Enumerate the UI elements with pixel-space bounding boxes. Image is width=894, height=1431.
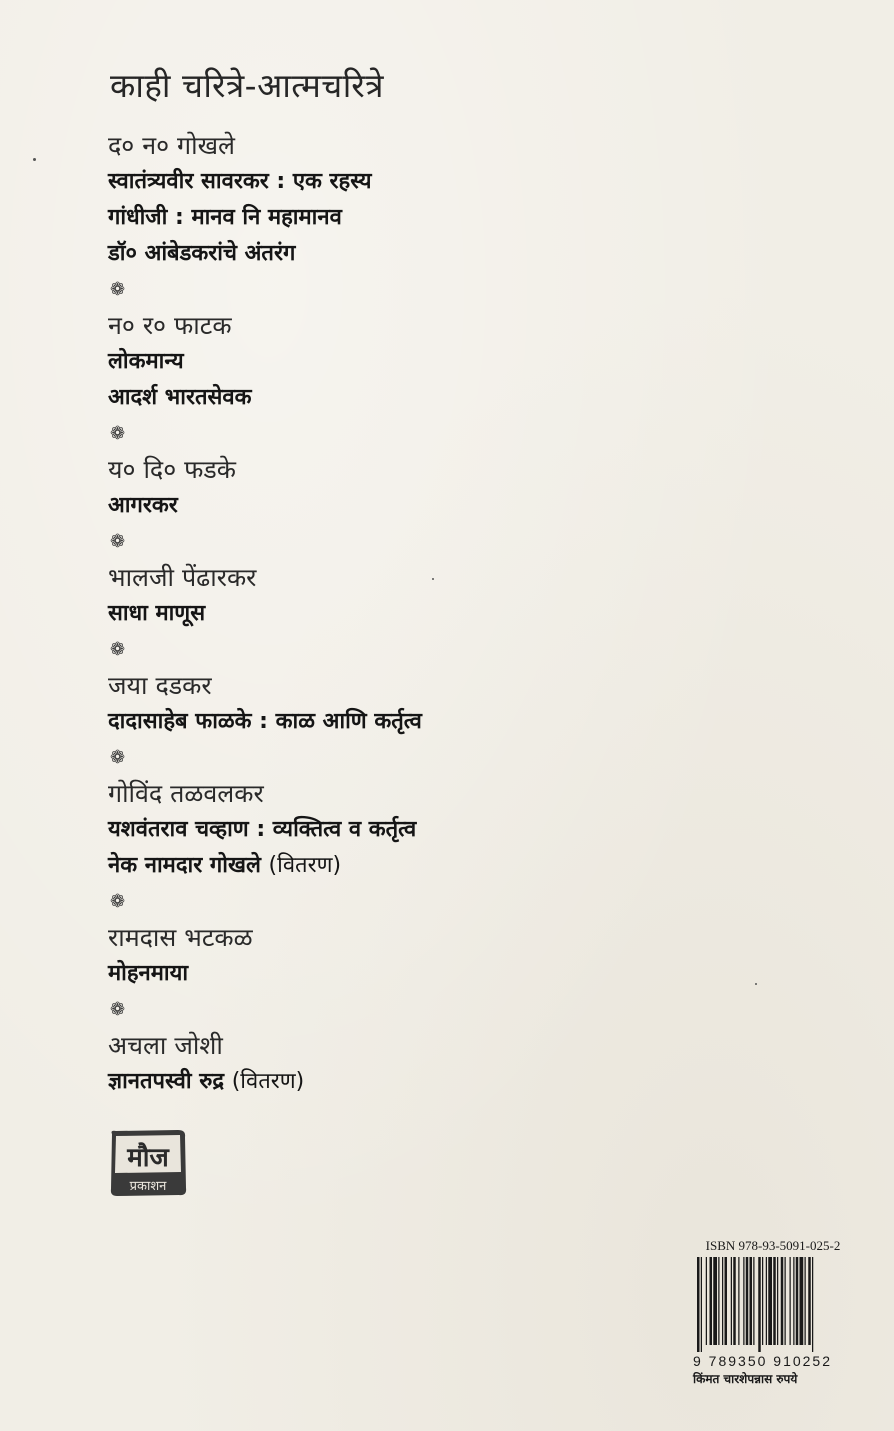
barcode-bar (733, 1257, 736, 1345)
flower-separator-icon: ❁ (110, 531, 126, 552)
author-name: भालजी पेंढारकर (108, 563, 257, 592)
barcode-bar (808, 1257, 811, 1345)
barcode-bar (793, 1257, 794, 1345)
book-title: दादासाहेब फाळके : काळ आणि कर्तृत्व (108, 709, 422, 734)
barcode-bar (753, 1257, 754, 1345)
book-title: आदर्श भारतसेवक (108, 385, 252, 410)
barcode-bar (768, 1257, 772, 1345)
barcode-icon (693, 1257, 853, 1352)
paper-speck (755, 983, 757, 985)
barcode-bar (805, 1257, 806, 1345)
isbn-block (693, 1237, 853, 1388)
barcode-bar (725, 1257, 728, 1345)
book-title: डॉ० आंबेडकरांचे अंतरंग (108, 241, 296, 266)
book-title: गांधीजी : मानव नि महामानव (108, 205, 342, 230)
barcode-bar (706, 1257, 707, 1345)
barcode-bar (750, 1257, 753, 1345)
barcode-bar (718, 1257, 719, 1345)
barcode-bar (812, 1257, 813, 1352)
barcode-bar (796, 1257, 799, 1345)
barcode-bar (722, 1257, 723, 1345)
barcode-bar (746, 1257, 749, 1345)
barcode-bar (777, 1257, 778, 1345)
book-list (108, 128, 828, 1100)
book-title: लोकमान्य (108, 349, 184, 374)
barcode-bar (731, 1257, 732, 1345)
book-title-with-note (108, 848, 828, 884)
barcode-bar (785, 1257, 786, 1345)
series-title: काही चरित्रे-आत्मचरित्रे (110, 66, 385, 105)
flower-separator-icon: ❁ (110, 279, 126, 300)
barcode-bar (800, 1257, 804, 1345)
ean-digits: 9 789350 910252 (693, 1353, 832, 1369)
author-name: अचला जोशी (108, 1031, 223, 1060)
barcode-bar (762, 1257, 763, 1345)
paper-speck (33, 158, 36, 161)
barcode-bar (743, 1257, 744, 1345)
author-name: गोविंद तळवलकर (108, 779, 264, 808)
flower-separator-icon: ❁ (110, 891, 126, 912)
book-title-text: नेक नामदार गोखले (108, 853, 261, 878)
book-title-text: ज्ञानतपस्वी रुद्र (108, 1069, 225, 1094)
book-title: आगरकर (108, 493, 178, 518)
barcode-bar (758, 1257, 761, 1352)
price-label: किंमत चारशेपन्नास रुपये (693, 1372, 798, 1386)
flower-separator-icon: ❁ (110, 639, 126, 660)
author-name: य० दि० फडके (108, 455, 236, 484)
barcode-bar (710, 1257, 713, 1345)
author-name: जया दडकर (108, 671, 212, 700)
logo-bottom-text: प्रकाशन (129, 1179, 167, 1194)
flower-separator-icon: ❁ (110, 747, 126, 768)
distribution-note: (वितरण) (268, 853, 342, 878)
flower-separator-icon: ❁ (110, 423, 126, 444)
distribution-note: (वितरण) (231, 1069, 305, 1094)
flower-separator-icon: ❁ (110, 999, 126, 1020)
barcode-bar (738, 1257, 739, 1345)
book-title: साधा माणूस (108, 601, 206, 626)
book-title: स्वातंत्र्यवीर सावरकर : एक रहस्य (108, 169, 372, 194)
paper-speck (432, 578, 434, 580)
publisher-seal-logo-icon (108, 1128, 188, 1198)
barcode-bar (701, 1257, 702, 1352)
barcode-bar (781, 1257, 784, 1345)
book-title: यशवंतराव चव्हाण : व्यक्तित्व व कर्तृत्व (108, 817, 417, 842)
barcode-bar (766, 1257, 767, 1345)
logo-top-text: मौज (127, 1143, 169, 1173)
author-name: रामदास भटकळ (108, 923, 253, 952)
book-title: मोहनमाया (108, 961, 189, 986)
barcode-bar (713, 1257, 717, 1345)
author-name: द० न० गोखले (108, 131, 235, 160)
author-name: न० र० फाटक (108, 311, 232, 340)
barcode-bar (790, 1257, 791, 1345)
book-title-with-note (108, 1064, 828, 1100)
barcode-bar (697, 1257, 700, 1352)
isbn-number: ISBN 978-93-5091-025-2 (705, 1238, 841, 1253)
barcode-bar (773, 1257, 776, 1345)
